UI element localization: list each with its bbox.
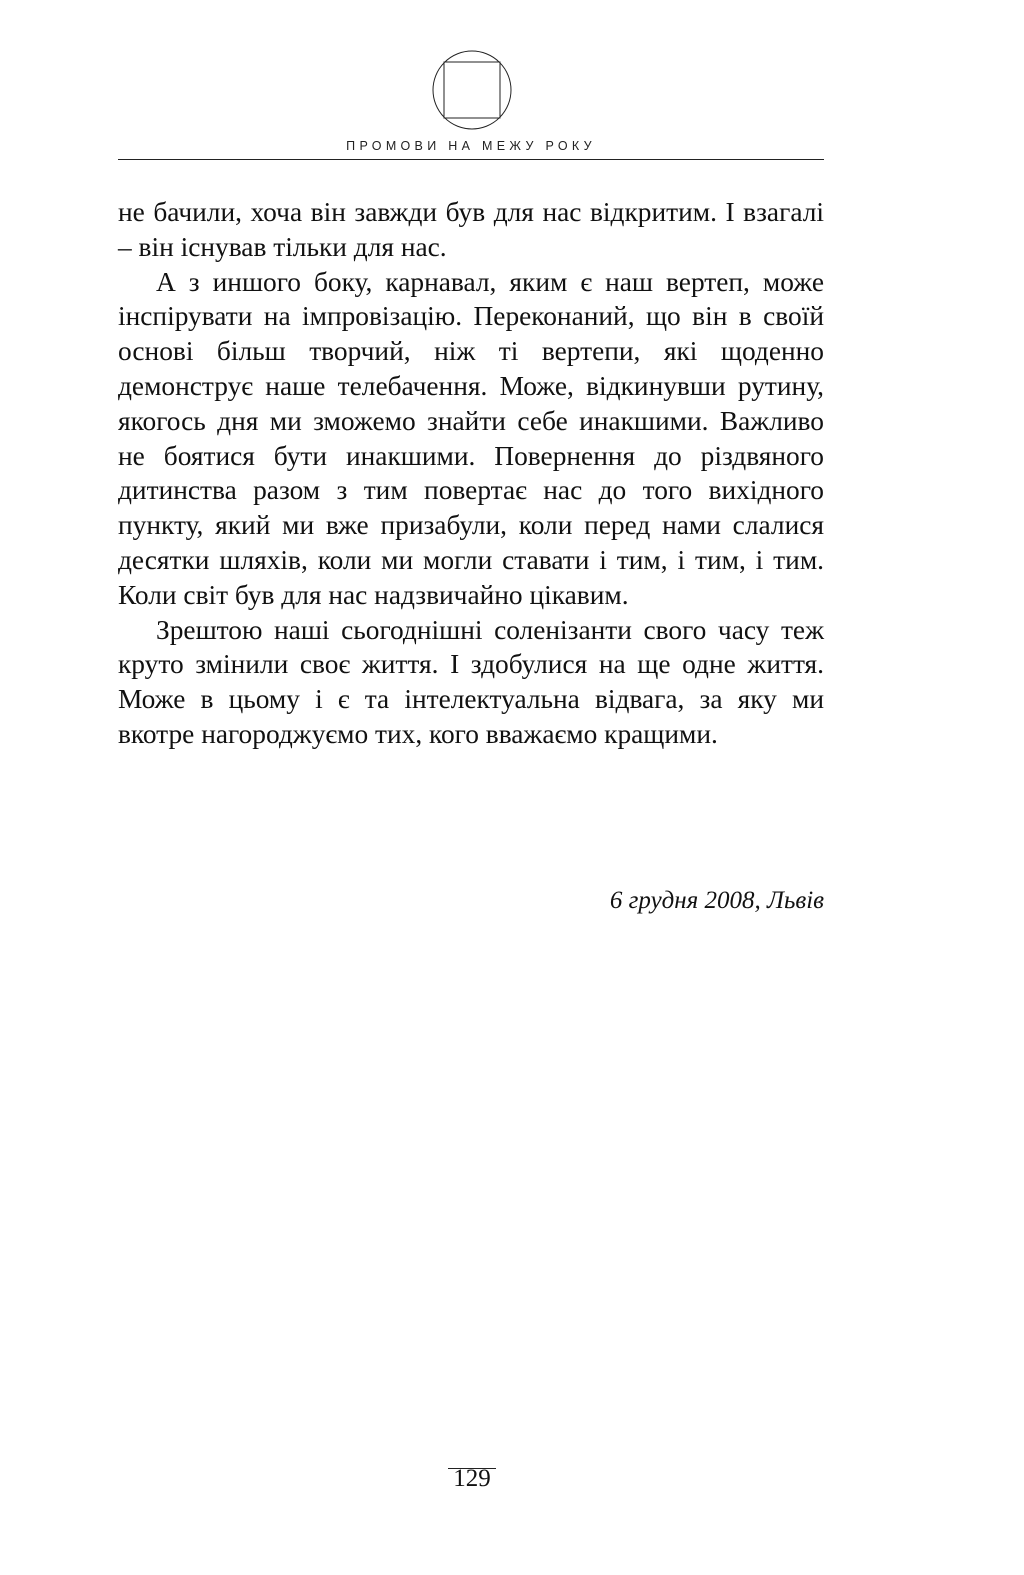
paragraph-1: не бачили, хоча він завжди був для нас відкритим. І взагалі – він існував тільки для нас.	[118, 197, 824, 262]
running-title: ПРОМОВИ НА МЕЖУ РОКУ	[346, 139, 596, 153]
dateline: 6 грудня 2008, Львів	[609, 887, 824, 914]
paragraph-3: Зрештою наші сьогоднішні соленізанти свого часу теж круто змінили своє життя. І здобулися на ще одне життя. Може в цьому і є та інтелектуальна відвага, за яку ми вкотре нагороджуємо тих, кого вважаємо кращими.	[118, 614, 824, 749]
body-text	[118, 195, 824, 752]
paragraph-2: А з иншого боку, карнавал, яким є наш вертеп, може інспірувати на імпровізацію. Переконаний, що він в своїй основі більш творчий, ніж ті вертепи, які щоденно демонструє наше телебачення. Може, відкинувши рутину, якогось дня ми зможемо знайти себе инакшими. Важливо не боятися бути инакшими. Повернення до різдвяного дитинства разом з тим повертає нас до того вихідного пункту, який ми вже призабули, коли перед нами слалися десятки шляхів, коли ми могли ставати і тим, і тим, і тим. Коли світ був для нас надзвичайно цікавим.	[118, 266, 824, 610]
page-number: 129	[453, 1465, 491, 1492]
circle-square-logo-icon	[431, 49, 513, 131]
header-rule	[118, 159, 824, 160]
